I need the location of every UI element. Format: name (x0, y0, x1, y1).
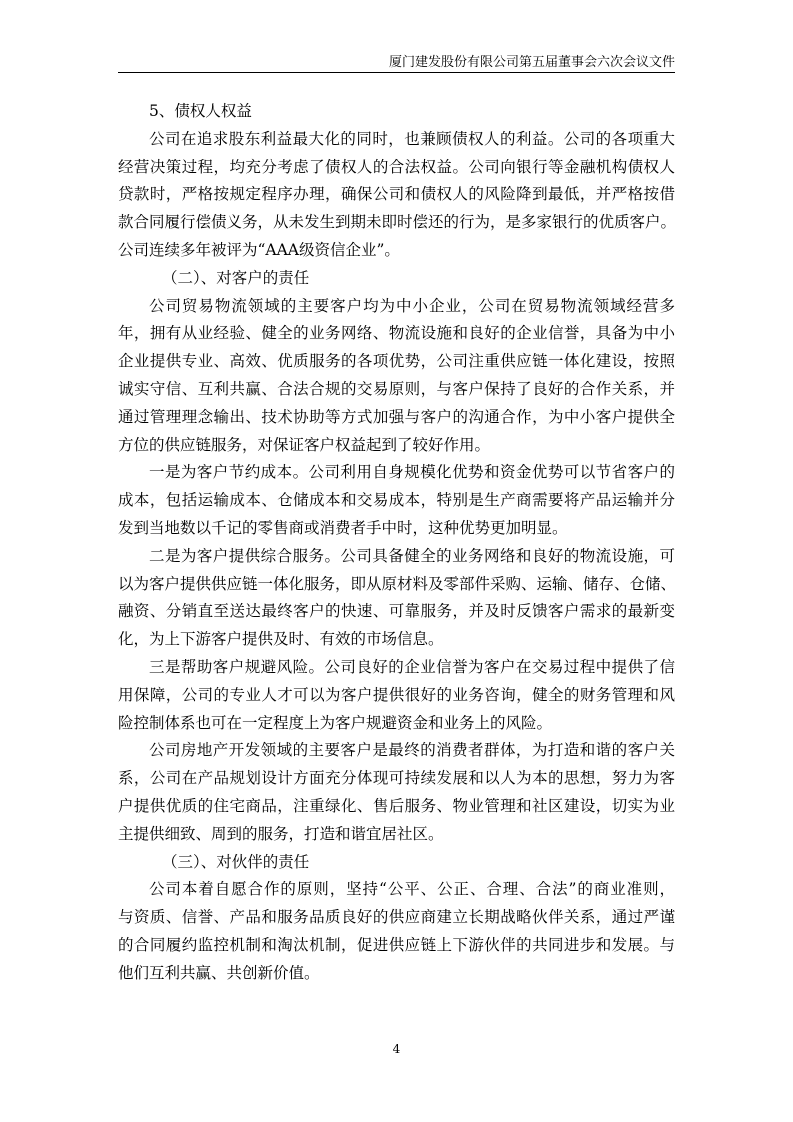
text-line: 公司本着自愿合作的原则，坚持“公平、公正、合理、合法”的商业准则， (149, 880, 675, 899)
text-line: 与资质、信誉、产品和服务品质良好的供应商建立长期战略伙伴关系，通过严谨 (118, 908, 675, 927)
text-line: 三是帮助客户规避风险。公司良好的企业信誉为客户在交易过程中提供了信 (149, 657, 675, 676)
text-line: 户提供优质的住宅商品，注重绿化、售后服务、物业管理和社区建设，切实为业 (118, 796, 675, 815)
text-line: 发到当地数以千记的零售商或消费者手中时，这种优势更加明显。 (118, 518, 568, 537)
text-line: 5、债权人权益 (149, 102, 252, 120)
text-line: 成本，包括运输成本、仓储成本和交易成本，特别是生产商需要将产品运输并分 (118, 491, 675, 510)
text-line: 公司贸易物流领域的主要客户均为中小企业，公司在贸易物流领域经营多 (149, 296, 675, 315)
text-line: 二是为客户提供综合服务。公司具备健全的业务网络和良好的物流设施，可 (149, 546, 675, 565)
header-divider (118, 72, 675, 73)
text-line: 的合同履约监控机制和淘汰机制，促进供应链上下游伙伴的共同进步和发展。与 (118, 935, 675, 954)
text-line: 主提供细致、周到的服务，打造和谐宜居社区。 (118, 824, 444, 843)
text-line: 以为客户提供供应链一体化服务，即从原材料及零部件采购、运输、储存、仓储、 (118, 574, 677, 593)
text-line: 贷款时，严格按规定程序办理，确保公司和债权人的风险降到最低，并严格按借 (118, 185, 675, 204)
page-number: 4 (392, 1042, 401, 1056)
text-line: 经营决策过程，均充分考虑了债权人的合法权益。公司向银行等金融机构债权人 (118, 157, 675, 176)
text-line: 方位的供应链服务，对保证客户权益起到了较好作用。 (118, 435, 491, 454)
text-line: 通过管理理念输出、技术协助等方式加强与客户的沟通合作，为中小客户提供全 (118, 407, 675, 426)
section-heading: （三）、对伙伴的责任 (162, 852, 310, 871)
document-body (118, 98, 675, 988)
text-line: 公司房地产开发领域的主要客户是最终的消费者群体，为打造和谐的客户关 (149, 741, 675, 760)
text-line: 险控制体系也可在一定程度上为客户规避资金和业务上的风险。 (118, 713, 553, 732)
text-line: 化，为上下游客户提供及时、有效的市场信息。 (118, 630, 444, 649)
text-line: 公司连续多年被评为“AAA级资信企业”。 (118, 240, 400, 259)
text-line: 一是为客户节约成本。公司利用自身规模化优势和资金优势可以节省客户的 (149, 463, 675, 482)
text-line: 他们互利共赢、共创新价值。 (118, 963, 320, 982)
text-line: 融资、分销直至送达最终客户的快速、可靠服务，并及时反馈客户需求的最新变 (118, 602, 675, 621)
document-header: 厦门建发股份有限公司第五届董事会六次会议文件 (388, 55, 675, 70)
text-line: 系，公司在产品规划设计方面充分体现可持续发展和以人为本的思想，努力为客 (118, 769, 675, 788)
text-line: 企业提供专业、高效、优质服务的各项优势，公司注重供应链一体化建设，按照 (118, 352, 675, 371)
text-line: 用保障，公司的专业人才可以为客户提供很好的业务咨询，健全的财务管理和风 (118, 685, 675, 704)
text-line: 年，拥有从业经验、健全的业务网络、物流设施和良好的企业信誉，具备为中小 (118, 324, 675, 343)
text-line: 款合同履行偿债义务，从未发生到期未即时偿还的行为，是多家银行的优质客户。 (118, 213, 677, 232)
text-line: 诚实守信、互利共赢、合法合规的交易原则，与客户保持了良好的合作关系，并 (118, 379, 675, 398)
text-line: 公司在追求股东利益最大化的同时，也兼顾债权人的利益。公司的各项重大 (149, 129, 675, 148)
section-heading: （二）、对客户的责任 (162, 268, 310, 287)
